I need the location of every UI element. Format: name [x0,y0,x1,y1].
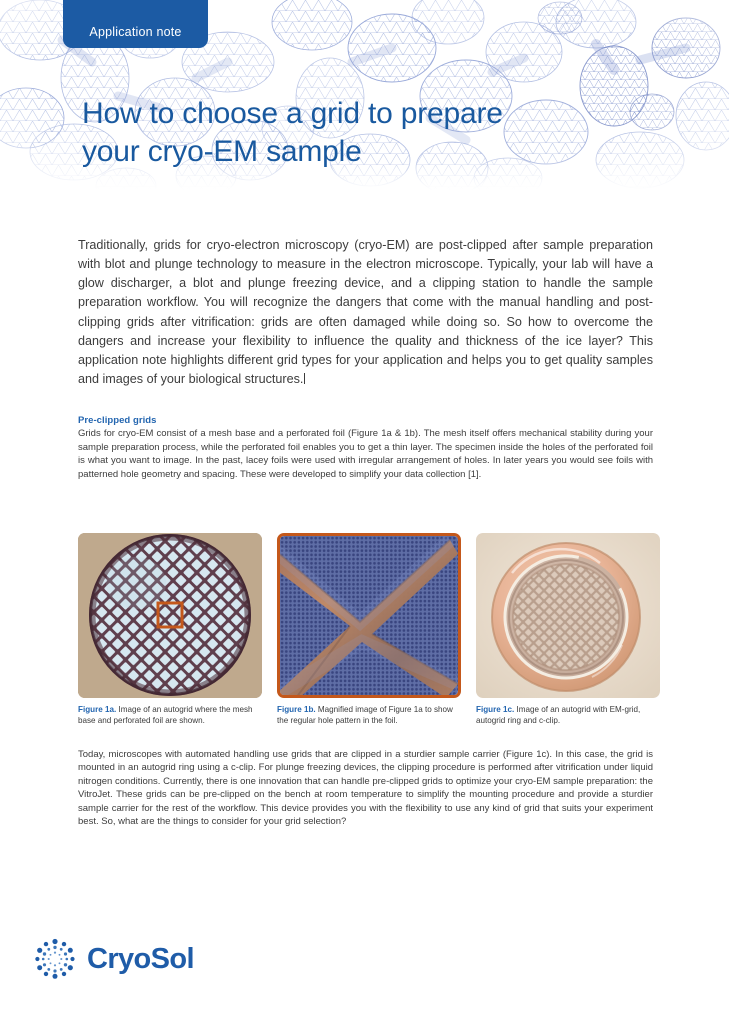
logo-wordmark: CryoSol [87,942,194,975]
figure-row [78,533,660,727]
intro-paragraph [78,236,653,389]
text-caret [304,373,305,384]
intro-paragraph-text: Traditionally, grids for cryo-electron microscopy (cryo-EM) are post-clipped after sample preparation with blot and plunge technology to measure in the electron microscope. Typically, your lab will have a glow discharger, a blot and plunge freezing device, and a clipping station to handle the sample preparation workflow. You will recognize the dangers that come with the manual handling and post-clipping grids after vitrification: grids are often damaged while doing so. So how to overcome the dangers and increase your flexibility to influence the quality and thickness of the ice layer? This application note highlights different grid types for your application and helps you to get quality samples and images of your biological structures. [78,238,653,386]
figure-1c-caption [476,705,660,727]
figure-1a-caption-text: Image of an autogrid where the mesh base and perforated foil are shown. [78,705,253,725]
section-heading: Pre-clipped grids [78,415,157,427]
closing-paragraph: Today, microscopes with automated handling use grids that are clipped in a sturdier sample carrier (Figure 1c). In this case, the grid is mounted in an autogrid ring using a c-clip. For plunge freezing devices, the clipping procedure is performed after vitrification under liquid nitrogen conditions. Currently, there is one innovation that can handle pre-clipped grids to optimize your cryo-EM sample preparation: the VitroJet. These grids can be pre-clipped on the bench at room temperature to simplify the mounting procedure and provide a sturdier sample carrier for the rest of the workflow. This device provides you with the flexibility to use any kind of grid that suits your experiment best. So, what are the things to consider for your grid selection? [78,749,653,828]
circular-dot-ring-icon [32,936,78,982]
page-title-line-2: your cryo-EM sample [82,134,362,168]
section-paragraph: Grids for cryo-EM consist of a mesh base and a perforated foil (Figure 1a & 1b). The mesh itself offers mechanical stability during your sample preparation process, while the perforated foil enables you to get a thin layer. The specimen inside the holes of the perforated foil is what you want to image. In the past, lacey foils were used with irregular arrangement of holes. In later years you would see foils with patterned hole geometry and spacing. These were developed to simplify your data collection [1]. [78,428,653,480]
figure-1a [78,533,262,727]
figure-1c [476,533,660,727]
figure-1c-image [476,533,660,698]
figure-1a-image [78,533,262,698]
application-note-badge-label: Application note [89,25,182,39]
page-title [82,95,642,170]
figure-1b-image [277,533,461,698]
figure-1c-label: Figure 1c. [476,705,515,714]
figure-1a-label: Figure 1a. [78,705,117,714]
figure-1c-caption-text: Image of an autogrid with EM-grid, autogrid ring and c-clip. [476,705,641,725]
page-header [0,0,729,190]
figure-1a-caption [78,705,262,727]
figure-1b-caption [277,705,461,727]
footer-logo [32,936,194,982]
document-body [78,236,653,481]
figure-1b-caption-text: Magnified image of Figure 1a to show the regular hole pattern in the foil. [277,705,453,725]
figure-1b [277,533,461,727]
figure-1b-label: Figure 1b. [277,705,316,714]
application-note-badge [63,0,208,48]
pre-clipped-grids-section [78,415,653,481]
page-title-line-1: How to choose a grid to prepare [82,97,503,131]
